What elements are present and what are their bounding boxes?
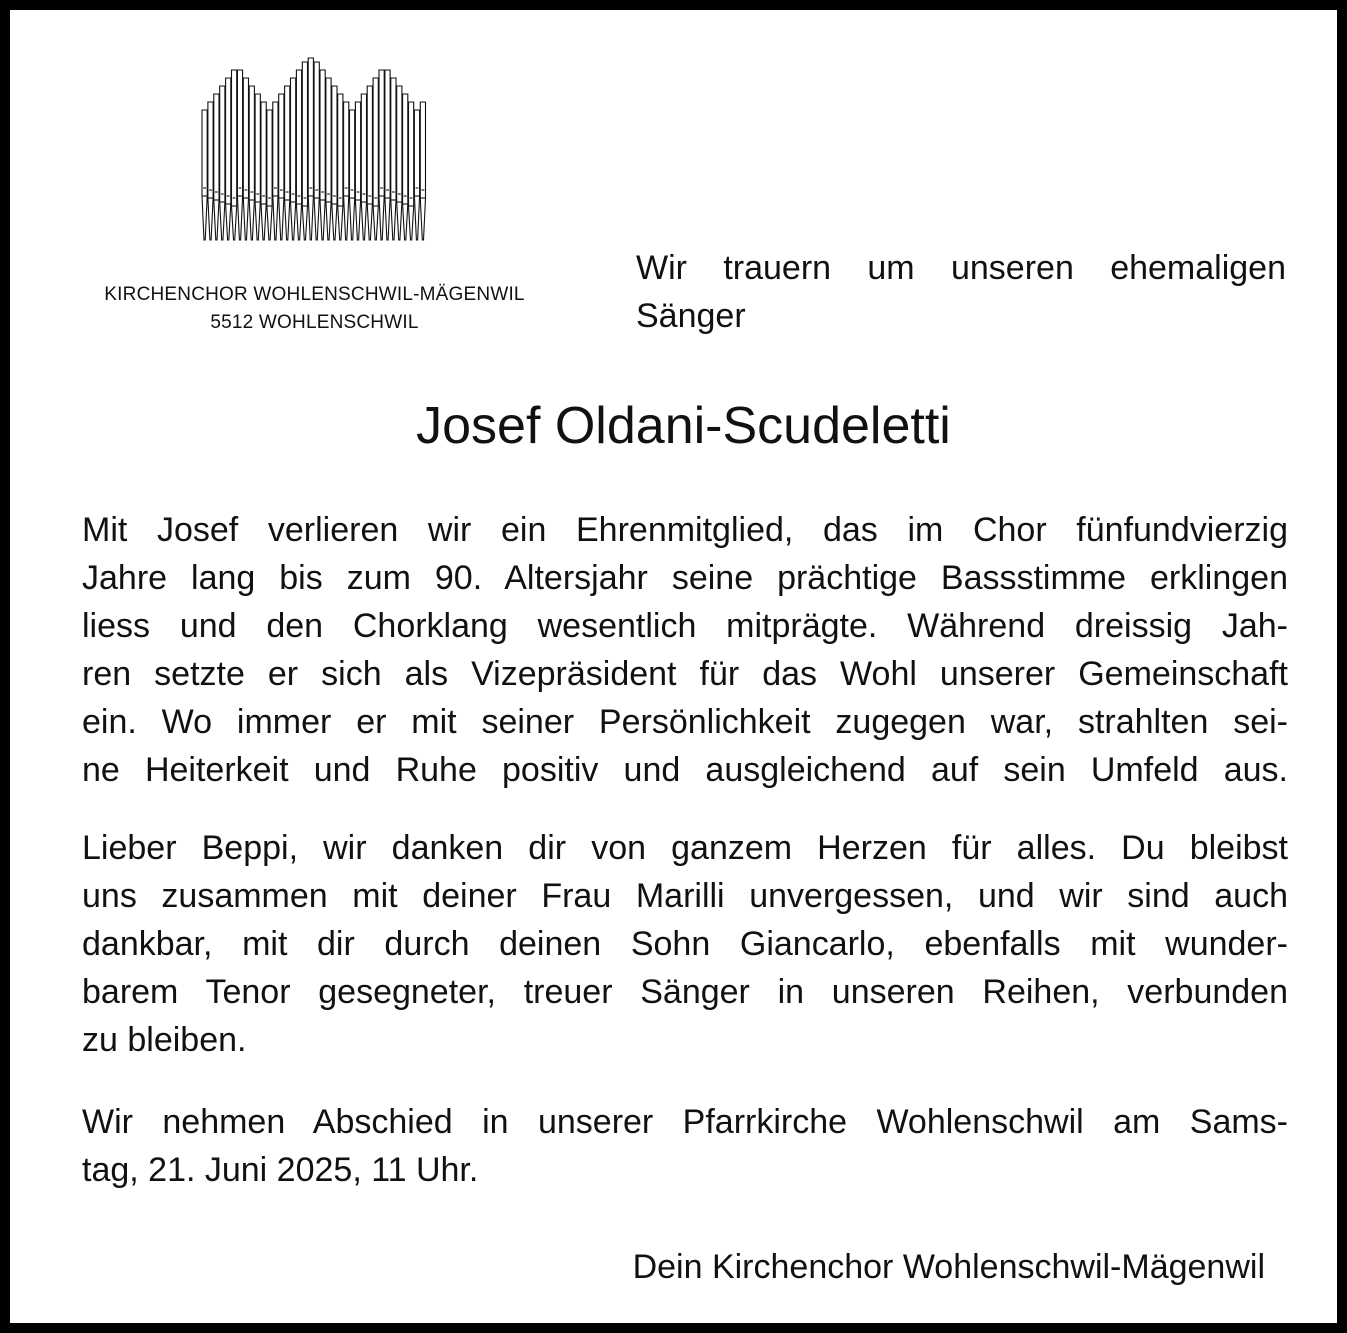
organ-pipe bbox=[291, 78, 296, 240]
organ-pipe bbox=[261, 102, 266, 240]
organ-pipe bbox=[285, 86, 290, 240]
organ-pipe bbox=[314, 62, 319, 240]
organ-pipe bbox=[214, 94, 219, 240]
paragraph-farewell bbox=[82, 1098, 1288, 1194]
organ-pipe bbox=[367, 86, 372, 240]
organ-pipe bbox=[267, 110, 272, 240]
organ-pipe bbox=[373, 78, 378, 240]
organ-pipe bbox=[379, 70, 384, 240]
organ-pipe bbox=[226, 78, 231, 240]
organ-pipe bbox=[397, 86, 402, 240]
organ-pipe bbox=[243, 78, 248, 240]
organ-pipe bbox=[279, 94, 284, 240]
paragraph-line: liess und den Chorklang wesentlich mitprägte. Während dreissig Jah- bbox=[82, 607, 1288, 645]
organ-pipe bbox=[355, 102, 360, 240]
organ-pipe bbox=[344, 102, 349, 240]
paragraph-line: uns zusammen mit deiner Frau Marilli unvergessen, und wir sind auch bbox=[82, 877, 1288, 915]
organ-pipe bbox=[409, 102, 414, 240]
logo-choir-name: KIRCHENCHOR WOHLENSCHWIL-MÄGENWIL bbox=[104, 284, 525, 305]
organ-pipe bbox=[385, 70, 390, 240]
paragraph-line: barem Tenor gesegneter, treuer Sänger in unseren Reihen, verbunden bbox=[82, 973, 1288, 1011]
organ-pipe bbox=[302, 62, 307, 240]
organ-pipe bbox=[403, 94, 408, 240]
signature: Dein Kirchenchor Wohlenschwil-Mägenwil bbox=[632, 1248, 1265, 1286]
paragraph-line: Mit Josef verlieren wir ein Ehrenmitglied, das im Chor fünfundvierzig bbox=[82, 511, 1288, 549]
organ-pipe bbox=[338, 94, 343, 240]
paragraph-line: Jahre lang bis zum 90. Altersjahr seine prächtige Bassstimme erklingen bbox=[82, 559, 1288, 597]
organ-pipe bbox=[249, 86, 254, 240]
deceased-name: Josef Oldani-Scudeletti bbox=[416, 397, 951, 455]
paragraph-line: ren setzte er sich als Vizepräsident für das Wohl unserer Gemeinschaft bbox=[82, 655, 1288, 693]
choir-logo bbox=[82, 44, 547, 344]
organ-pipe bbox=[361, 94, 366, 240]
organ-pipe bbox=[232, 70, 237, 240]
organ-pipe bbox=[220, 86, 225, 240]
logo-address: 5512 WOHLENSCHWIL bbox=[210, 312, 419, 333]
paragraph-line: Lieber Beppi, wir danken dir von ganzem Herzen für alles. Du bleibst bbox=[82, 829, 1288, 867]
paragraph-line: ne Heiterkeit und Ruhe positiv und ausgleichend auf sein Umfeld aus. bbox=[82, 751, 1288, 789]
organ-pipe bbox=[255, 94, 260, 240]
organ-pipe bbox=[273, 102, 278, 240]
paragraph-thanks bbox=[82, 824, 1288, 1064]
paragraph-line: zu bleiben. bbox=[82, 1021, 247, 1059]
organ-pipe bbox=[332, 86, 337, 240]
paragraph-line: dankbar, mit dir durch deinen Sohn Giancarlo, ebenfalls mit wunder- bbox=[82, 925, 1288, 963]
paragraph-tribute bbox=[82, 506, 1288, 794]
organ-pipe bbox=[308, 58, 313, 240]
intro-line-2: Sänger bbox=[636, 297, 746, 335]
intro-line-1: Wir trauern um unseren ehemaligen bbox=[636, 249, 1286, 287]
organ-pipe bbox=[237, 70, 242, 240]
paragraph-line: ein. Wo immer er mit seiner Persönlichkeit zugegen war, strahlten sei- bbox=[82, 703, 1288, 741]
organ-pipe bbox=[296, 70, 301, 240]
organ-pipe bbox=[350, 110, 355, 240]
organ-pipe bbox=[326, 78, 331, 240]
organ-pipe bbox=[320, 70, 325, 240]
organ-pipes-logo bbox=[200, 44, 430, 259]
organ-pipe bbox=[414, 110, 419, 240]
intro-text bbox=[636, 244, 1286, 340]
paragraph-line: tag, 21. Juni 2025, 11 Uhr. bbox=[82, 1151, 479, 1189]
organ-pipe bbox=[202, 110, 207, 240]
organ-pipe bbox=[208, 102, 213, 240]
organ-pipe bbox=[391, 78, 396, 240]
organ-pipe bbox=[420, 102, 425, 240]
paragraph-line: Wir nehmen Abschied in unserer Pfarrkirche Wohlenschwil am Sams- bbox=[82, 1103, 1288, 1141]
